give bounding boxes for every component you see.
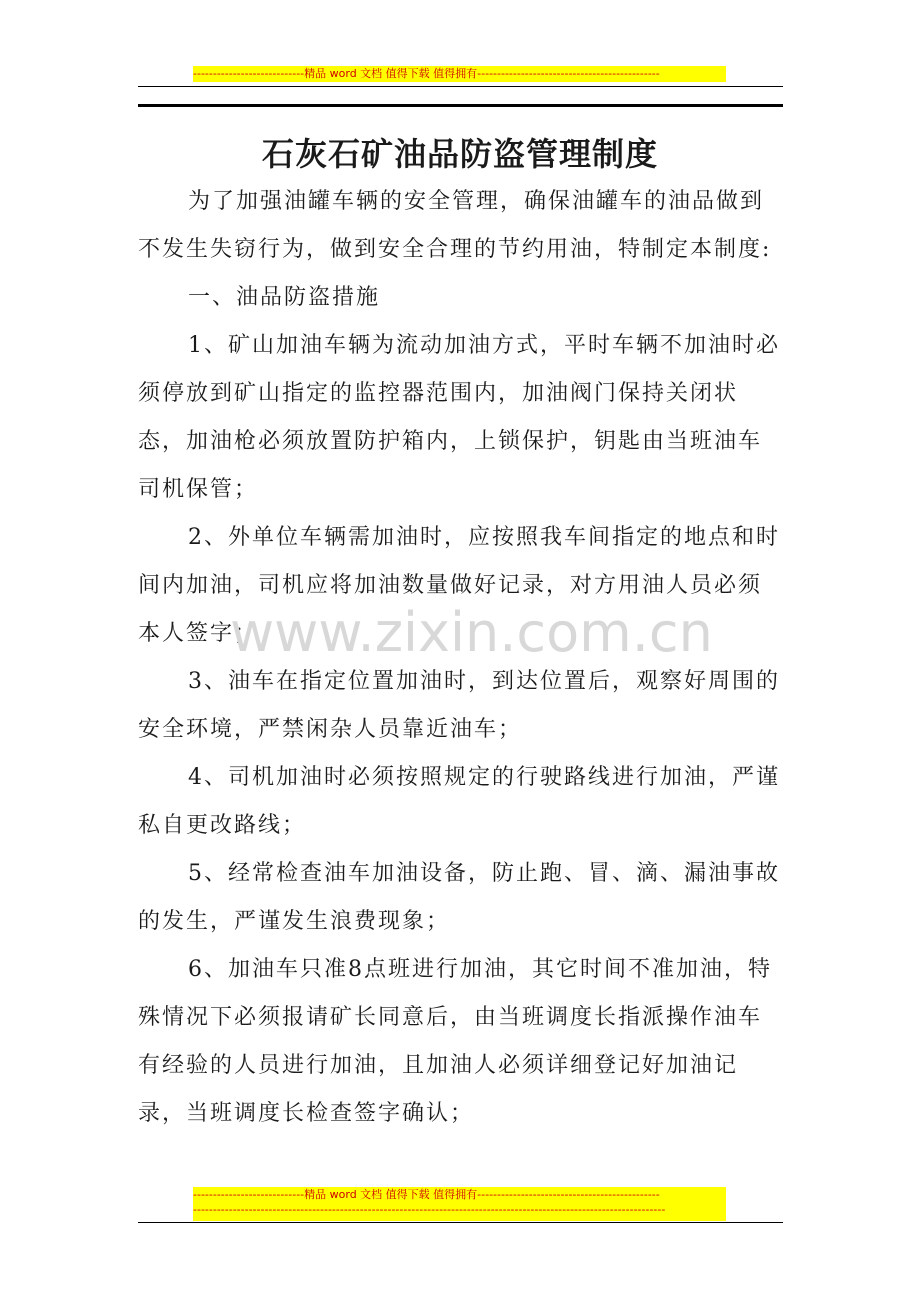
header-rule-thin: [138, 86, 783, 87]
footer-rule: [138, 1222, 783, 1223]
paragraph-item-6: 6、加油车只准8点班进行加油，其它时间不准加油，特殊情况下必须报请矿长同意后，由当班调度长指派操作油车有经验的人员进行加油，且加油人必须详细登记好加油记录，当班调度长检查签字确认；: [138, 957, 772, 1126]
footer-banner: [193, 1187, 726, 1221]
paragraph-item-2: 2、外单位车辆需加油时，应按照我车间指定的地点和时间内加油，司机应将加油数量做好记录，对方用油人员必须本人签字；: [138, 525, 780, 646]
footer-banner-dashes: -----------------------------------------------------------------------------------------------------------------------: [193, 1203, 666, 1216]
header-banner-text: ----------------------------精品 word 文档 值得下载 值得拥有----------------------------------------------: [193, 67, 660, 80]
document-title: 石灰石矿油品防盗管理制度: [261, 135, 658, 173]
paragraph-item-4: 4、司机加油时必须按照规定的行驶路线进行加油，严谨私自更改路线；: [138, 765, 780, 838]
paragraph-item-3: 3、油车在指定位置加油时，到达位置后，观察好周围的安全环境，严禁闲杂人员靠近油车；: [138, 669, 780, 742]
paragraph-intro: 为了加强油罐车辆的安全管理，确保油罐车的油品做到不发生失窃行为，做到安全合理的节约用油，特制定本制度:: [138, 189, 772, 262]
header-banner: [193, 66, 726, 82]
paragraph-item-5: 5、经常检查油车加油设备，防止跑、冒、滴、漏油事故的发生，严谨发生浪费现象；: [138, 861, 780, 934]
paragraph-item-1: 1、矿山加油车辆为流动加油方式，平时车辆不加油时必须停放到矿山指定的监控器范围内，加油阀门保持关闭状态，加油枪必须放置防护箱内，上锁保护，钥匙由当班油车司机保管；: [138, 333, 780, 502]
section-heading: 一、油品防盗措施: [188, 285, 381, 310]
footer-banner-text: ----------------------------精品 word 文档 值得下载 值得拥有----------------------------------------------: [193, 1188, 660, 1201]
header-rule-thick: [138, 104, 783, 107]
watermark-text: www.zixin.com.cn: [230, 601, 713, 664]
